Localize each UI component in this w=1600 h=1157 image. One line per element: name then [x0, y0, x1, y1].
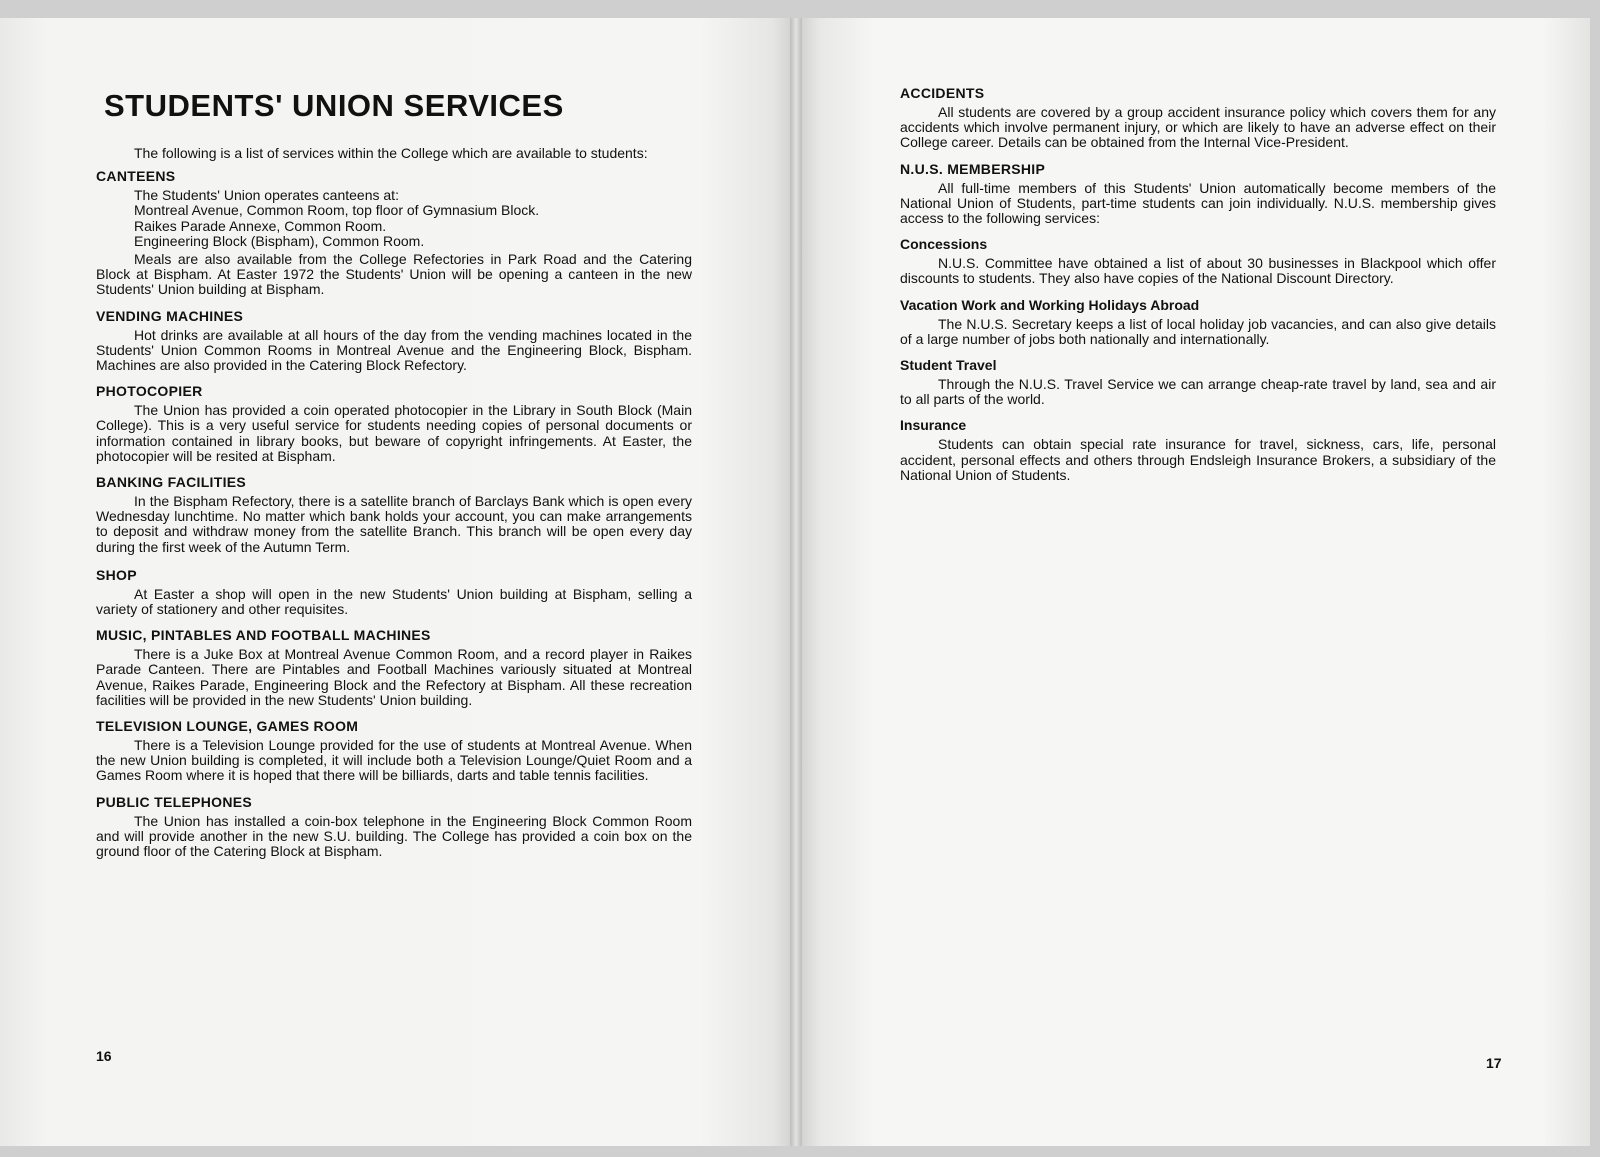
section-paragraph: Engineering Block (Bispham), Common Room. — [134, 232, 425, 249]
section-nus-membership — [900, 161, 1496, 227]
section-paragraph: All students are covered by a group accident insurance policy which covers them for any accidents which involve permanent injury, or which are likely to have an adverse effect on their College career. Details can be obtained from the Internal Vice-President. — [900, 104, 1496, 151]
section-subheading: Vacation Work and Working Holidays Abroad — [900, 296, 1200, 313]
section-shop — [96, 567, 692, 617]
section-heading: TELEVISION LOUNGE, GAMES ROOM — [96, 718, 359, 735]
section-paragraph: Hot drinks are available at all hours of the day from the vending machines located in the Students' Union Common Rooms in Montreal Avenue and the Engineering Block, Bispham. Machines are also provided in the Catering Block Refectory. — [96, 326, 692, 374]
section-paragraph: Montreal Avenue, Common Room, top floor of Gymnasium Block. — [134, 202, 540, 219]
section-insurance — [900, 417, 1496, 483]
section-subheading: Insurance — [900, 417, 967, 434]
section-subheading: Concessions — [900, 236, 988, 253]
book-gutter — [790, 18, 802, 1146]
section-paragraph: There is a Television Lounge provided for the use of students at Montreal Avenue. When the new Union building is completed, it will include both a Television Lounge/Quiet Room and a Games Room where it is hoped that there will be billiards, darts and table tennis facilities. — [96, 737, 692, 784]
section-banking-facilities — [96, 474, 692, 555]
page-number-right: 17 — [1486, 1055, 1502, 1071]
left-page-content — [96, 80, 692, 859]
section-heading: PUBLIC TELEPHONES — [96, 793, 253, 810]
section-student-travel — [900, 357, 1496, 407]
section-paragraph: The Students' Union operates canteens at: — [134, 187, 399, 204]
right-page-content — [900, 78, 1496, 483]
section-heading: VENDING MACHINES — [96, 307, 244, 324]
section-paragraph: The Union has installed a coin-box telephone in the Engineering Block Common Room and will provide another in the new S.U. building. The College has provided a coin box on the ground floor of the Catering Block at Bispham. — [96, 812, 692, 860]
page-title: STUDENTS' UNION SERVICES — [104, 88, 564, 123]
intro-paragraph: The following is a list of services within the College which are available to students: — [134, 145, 648, 161]
section-music-machines — [96, 627, 692, 708]
section-subheading: Student Travel — [900, 357, 997, 374]
section-heading: N.U.S. MEMBERSHIP — [900, 160, 1046, 177]
section-vending-machines — [96, 308, 692, 374]
section-public-telephones — [96, 794, 692, 860]
section-paragraph: Students can obtain special rate insurance for travel, sickness, cars, life, personal accident, personal effects and others through Endsleigh Insurance Brokers, a subsidiary of the National Union of Students. — [900, 436, 1496, 483]
page-number-left: 16 — [96, 1048, 112, 1064]
section-vacation-work — [900, 297, 1496, 347]
section-paragraph: Through the N.U.S. Travel Service we can arrange cheap-rate travel by land, sea and air to all parts of the world. — [900, 376, 1496, 408]
section-paragraph: The N.U.S. Secretary keeps a list of local holiday job vacancies, and can also give details of a large number of jobs both nationally and internationally. — [900, 315, 1496, 347]
section-paragraph: The Union has provided a coin operated photocopier in the Library in South Block (Main College). This is a very useful service for students needing copies of personal documents or information contained in library books, but beware of copyright infringements. At Easter, the photocopier will be resited at Bispham. — [96, 402, 692, 464]
section-paragraph: There is a Juke Box at Montreal Avenue Common Room, and a record player in Raikes Parade Canteen. There are Pintables and Football Machines variously situated at Montreal Avenue, Raikes Parade, Engineering Block and the Refectory at Bispham. All these recreation facilities will be provided in the new Students' Union building. — [96, 646, 692, 708]
section-heading: ACCIDENTS — [900, 85, 985, 101]
section-television-lounge — [96, 718, 692, 784]
section-accidents — [900, 85, 1496, 151]
section-paragraph: All full-time members of this Students' Union automatically become members of the National Union of Students, part-time students can join individually. N.U.S. membership gives access to the following services: — [900, 179, 1496, 227]
section-paragraph: At Easter a shop will open in the new Students' Union building at Bispham, selling a variety of stationery and other requisites. — [96, 585, 692, 618]
section-heading: PHOTOCOPIER — [96, 383, 203, 400]
section-heading: CANTEENS — [96, 168, 176, 185]
section-paragraph: N.U.S. Committee have obtained a list of about 30 businesses in Blackpool which offer discounts to students. They also have copies of the National Discount Directory. — [900, 255, 1496, 287]
section-heading: BANKING FACILITIES — [96, 474, 247, 491]
section-canteens — [96, 168, 692, 297]
section-concessions — [900, 236, 1496, 286]
section-photocopier — [96, 383, 692, 464]
section-paragraph: In the Bispham Refectory, there is a satellite branch of Barclays Bank which is open every Wednesday lunchtime. No matter which bank holds your account, you can make arrangements to deposit and withdraw money from the satellite Branch. This branch will be open every day during the first week of the Autumn Term. — [96, 493, 692, 555]
section-paragraph: Meals are also available from the College Refectories in Park Road and the Catering Block at Bispham. At Easter 1972 the Students' Union will be opening a canteen in the new Students' Union building at Bispham. — [96, 251, 692, 298]
section-paragraph: Raikes Parade Annexe, Common Room. — [134, 217, 387, 234]
section-heading: MUSIC, PINTABLES AND FOOTBALL MACHINES — [96, 627, 431, 644]
section-heading: SHOP — [96, 566, 137, 583]
